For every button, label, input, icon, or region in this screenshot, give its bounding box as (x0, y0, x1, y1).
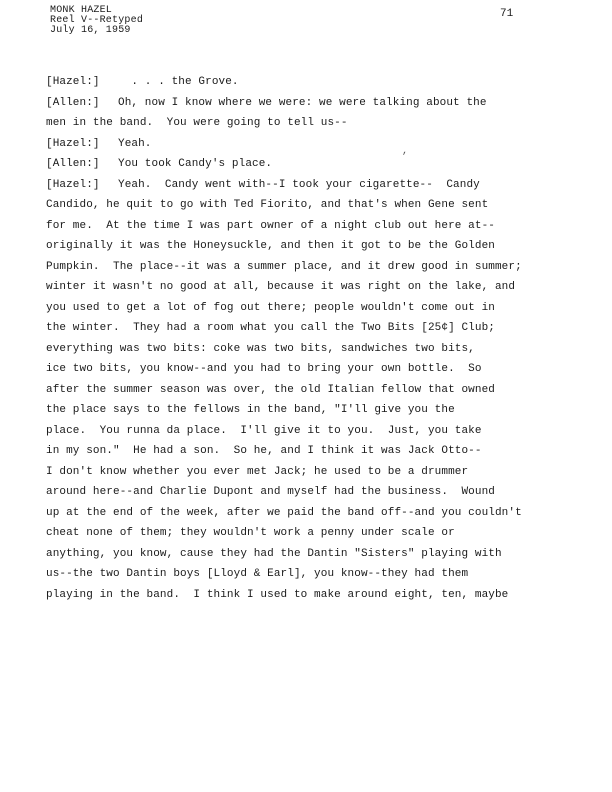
transcript-text: us--the two Dantin boys [Lloyd & Earl], you know--they had them (46, 568, 469, 580)
transcript-text: Yeah. Candy went with--I took your cigarette-- Candy (118, 178, 480, 191)
transcript-line (46, 93, 596, 114)
transcript-text: ice two bits, you know--and you had to bring your own bottle. So (46, 363, 482, 375)
transcript-line (46, 339, 596, 360)
transcript-line (46, 441, 596, 462)
transcript-text: the winter. They had a room what you call the Two Bits [25¢] Club; (46, 322, 495, 334)
transcript-line (46, 544, 596, 565)
speaker-label: [Allen:] (46, 96, 100, 109)
transcript-text: cheat none of them; they wouldn't work a penny under scale or (46, 527, 455, 539)
transcript-line (46, 113, 596, 134)
transcript-text: in my son." He had a son. So he, and I think it was Jack Otto-- (46, 445, 482, 457)
transcript-line (46, 400, 596, 421)
transcript-line (46, 277, 596, 298)
transcript-text: you used to get a lot of fog out there; people wouldn't come out in (46, 301, 495, 314)
transcript-line (46, 257, 596, 278)
transcript-line (46, 564, 596, 585)
transcript-text: men in the band. You were going to tell us-- (46, 117, 348, 129)
transcript-line (46, 72, 596, 93)
page-header (50, 6, 143, 36)
transcript-line (46, 462, 596, 483)
transcript-line (46, 195, 596, 216)
speaker-label: [Hazel:] (46, 76, 100, 88)
transcript-text: after the summer season was over, the old Italian fellow that owned (46, 383, 495, 396)
speaker-label: [Allen:] (46, 158, 100, 170)
transcript-line (46, 236, 596, 257)
transcript-text: Pumpkin. The place--it was a summer place, and it drew good in summer; (46, 260, 522, 273)
transcript-text: the place says to the fellows in the band, "I'll give you the (46, 404, 455, 416)
transcript-text: I don't know whether you ever met Jack; he used to be a drummer (46, 465, 469, 478)
transcript-text: anything, you know, cause they had the Dantin "Sisters" playing with (46, 547, 502, 560)
transcript-line (46, 154, 596, 175)
transcript-line (46, 503, 596, 524)
transcript-text: Oh, now I know where we were: we were talking about the (118, 96, 487, 109)
interviewee-name: MONK HAZEL (50, 5, 113, 16)
transcript-line (46, 421, 596, 442)
transcript-line (46, 134, 596, 155)
transcript-line (46, 359, 596, 380)
transcript-text: Yeah. (118, 137, 152, 150)
transcript-text: . . . the Grove. (118, 76, 239, 88)
transcript-text: originally it was the Honeysuckle, and then it got to be the Golden (46, 240, 495, 252)
transcript-text: Candido, he quit to go with Ted Fiorito, and that's when Gene sent (46, 199, 489, 211)
transcript-line (46, 318, 596, 339)
page-number: 71 (500, 8, 514, 20)
transcript-text: playing in the band. I think I used to make around eight, ten, maybe (46, 588, 509, 601)
transcript-line (46, 585, 596, 606)
transcript-line (46, 298, 596, 319)
transcript-line (46, 523, 596, 544)
transcript-text: around here--and Charlie Dupont and myself had the business. Wound (46, 486, 495, 498)
transcript-body (46, 72, 596, 605)
transcript-text: for me. At the time I was part owner of a night club out here at-- (46, 219, 495, 232)
transcript-line (46, 175, 596, 196)
transcript-line (46, 216, 596, 237)
transcript-line (46, 482, 596, 503)
speaker-label: [Hazel:] (46, 137, 100, 150)
transcript-text: place. You runna da place. I'll give it to you. Just, you take (46, 424, 482, 437)
stray-mark: , (402, 146, 409, 157)
transcript-text: winter it wasn't no good at all, because it was right on the lake, and (46, 281, 516, 293)
transcript-text: up at the end of the week, after we paid the band off--and you couldn't (46, 506, 522, 519)
speaker-label: [Hazel:] (46, 178, 100, 191)
reel-info: Reel V--Retyped (50, 15, 144, 26)
interview-date: July 16, 1959 (50, 25, 131, 36)
transcript-text: You took Candy's place. (118, 158, 273, 170)
transcript-text: everything was two bits: coke was two bits, sandwiches two bits, (46, 342, 475, 355)
transcript-line (46, 380, 596, 401)
